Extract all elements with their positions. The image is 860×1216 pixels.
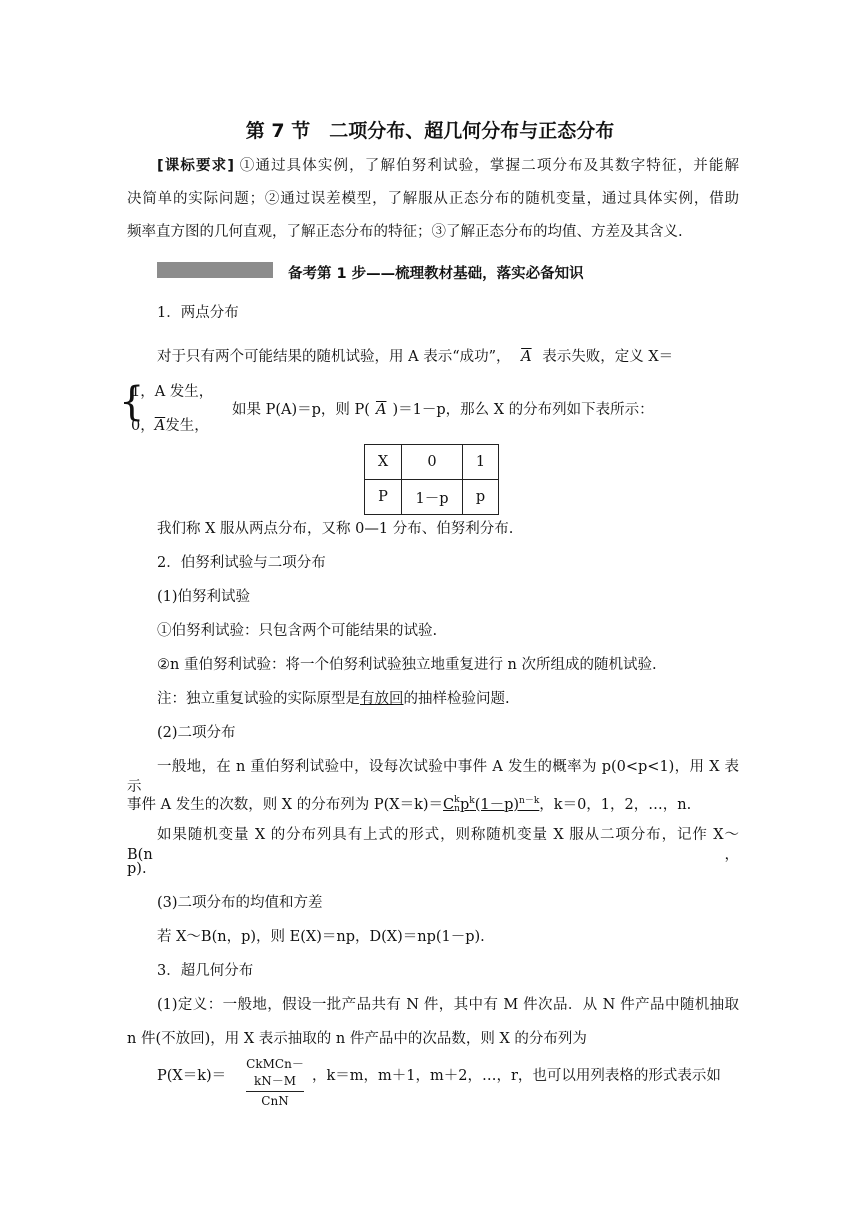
two-point-text: 对于只有两个可能结果的随机试验，用 A 表示“成功”， <box>157 349 511 365</box>
case-2 <box>131 416 209 436</box>
binomial-text-1: 一般地，在 n 重伯努利试验中，设每次试验中事件 A 发生的概率为 p(0<p<1)，用 X 表示 <box>127 759 739 795</box>
requirements-text-1: ①通过具体实例，了解伯努利试验，掌握二项分布及其数字特征，并能解 <box>239 158 739 174</box>
two-point-table <box>364 444 499 515</box>
table-cell: P <box>365 480 402 515</box>
sub-bernoulli: (1)伯努利试验 <box>157 589 251 605</box>
binomial-formula <box>443 794 540 814</box>
formula-sup-nk: n－k <box>519 796 540 806</box>
hyper-line-2: n 件(不放回)，用 X 表示抽取的 n 件产品中的次品数，则 X 的分布列为 <box>127 1031 587 1047</box>
fraction-denominator: CnN <box>261 1094 289 1108</box>
hyper-line-1 <box>127 995 739 1015</box>
formula-c: C <box>443 796 455 813</box>
case-2-a-bar: $\overline{A}$ <box>154 418 166 434</box>
hyper-formula-lhs: P(X＝k)＝ <box>157 1068 227 1084</box>
formula-1-p: (1－p) <box>474 796 520 813</box>
a-bar-symbol-2: $\overline{A}$ <box>375 402 387 418</box>
hyper-fraction <box>246 1055 304 1108</box>
bernoulli-note <box>157 689 510 709</box>
table-cell: X <box>365 445 402 480</box>
formula-p: p <box>459 796 470 813</box>
binomial-line-3 <box>127 825 739 865</box>
requirements-line-1 <box>127 156 739 176</box>
two-point-line-2 <box>232 400 654 420</box>
brace-symbol: { <box>119 379 145 425</box>
formula-sub-n: n <box>454 803 460 814</box>
table-cell: 1－p <box>402 480 463 515</box>
sub-binomial: (2)二项分布 <box>157 725 236 741</box>
note-underlined: 有放回 <box>360 691 404 707</box>
bernoulli-item-1: ①伯努利试验：只包含两个可能结果的试验. <box>157 623 438 639</box>
two-point-text-tail: 表示失败，定义 X＝ <box>542 349 674 365</box>
binomial-text-4: 如果随机变量 X 的分布列具有上式的形式，则称随机变量 X 服从二项分布，记作 X～B(n， <box>127 827 739 863</box>
requirements-line-2: 决简单的实际问题；②通过误差模型，了解服从正态分布的随机变量，通过具体实例，借助 <box>127 191 739 207</box>
binomial-line-2 <box>127 791 691 815</box>
requirements-line-3: 频率直方图的几何直观，了解正态分布的特征；③了解正态分布的均值、方差及其含义. <box>127 224 683 240</box>
heading-bernoulli: 2．伯努利试验与二项分布 <box>157 555 326 571</box>
case-2-num: 0， <box>131 418 155 434</box>
requirements-label: [课标要求] <box>157 158 234 174</box>
sub-binomial-mean: (3)二项分布的均值和方差 <box>157 895 323 911</box>
table-cell: 1 <box>463 445 499 480</box>
two-point-line-1 <box>157 347 673 367</box>
section-header: 备考第 1 步——梳理教材基础，落实必备知识 <box>288 266 584 282</box>
binomial-mean-variance: 若 X～B(n，p)，则 E(X)＝np，D(X)＝np(1－p). <box>157 929 485 945</box>
a-bar-symbol: $\overline{A}$ <box>521 349 532 365</box>
two-point-conclusion: 我们称 X 服从两点分布，又称 0—1 分布、伯努利分布. <box>157 521 514 537</box>
case-2-tail: 发生， <box>165 418 209 434</box>
binomial-text-3: ，k＝0，1，2，…，n. <box>539 796 692 813</box>
table-cell: 0 <box>402 445 463 480</box>
table-row <box>365 445 499 480</box>
binomial-line-4: p). <box>127 861 147 877</box>
two-point-text-3: )＝1－p，那么 X 的分布列如下表所示： <box>392 402 654 418</box>
formula-sup-k: k <box>454 794 460 805</box>
note-pre: 注：独立重复试验的实际原型是 <box>157 691 360 707</box>
note-post: 的抽样检验问题. <box>403 691 510 707</box>
bernoulli-item-2: ②n 重伯努利试验：将一个伯努利试验独立地重复进行 n 次所组成的随机试验. <box>157 657 657 673</box>
section-bar <box>157 262 273 278</box>
heading-two-point: 1．两点分布 <box>157 305 239 321</box>
two-point-text-2: 如果 P(A)＝p，则 P( <box>232 402 370 418</box>
hyper-text-1: (1)定义：一般地，假设一批产品共有 N 件，其中有 M 件次品．从 N 件产品中随机抽取 <box>157 997 739 1013</box>
heading-hypergeometric: 3．超几何分布 <box>157 963 254 979</box>
formula-sup-k2: k <box>469 796 475 806</box>
table-row <box>365 480 499 515</box>
table-cell: p <box>463 480 499 515</box>
binomial-text-2: 事件 A 发生的次数，则 X 的分布列为 P(X＝k)＝ <box>127 796 444 813</box>
page-title: 第 7 节 二项分布、超几何分布与正态分布 <box>245 120 615 142</box>
case-1: 1，A 发生， <box>131 384 214 400</box>
fraction-numerator: CkMCn－kN－M <box>246 1055 304 1092</box>
hyper-formula-tail: ，k＝m，m＋1，m＋2，…，r，也可以用列表格的形式表示如 <box>312 1068 721 1084</box>
